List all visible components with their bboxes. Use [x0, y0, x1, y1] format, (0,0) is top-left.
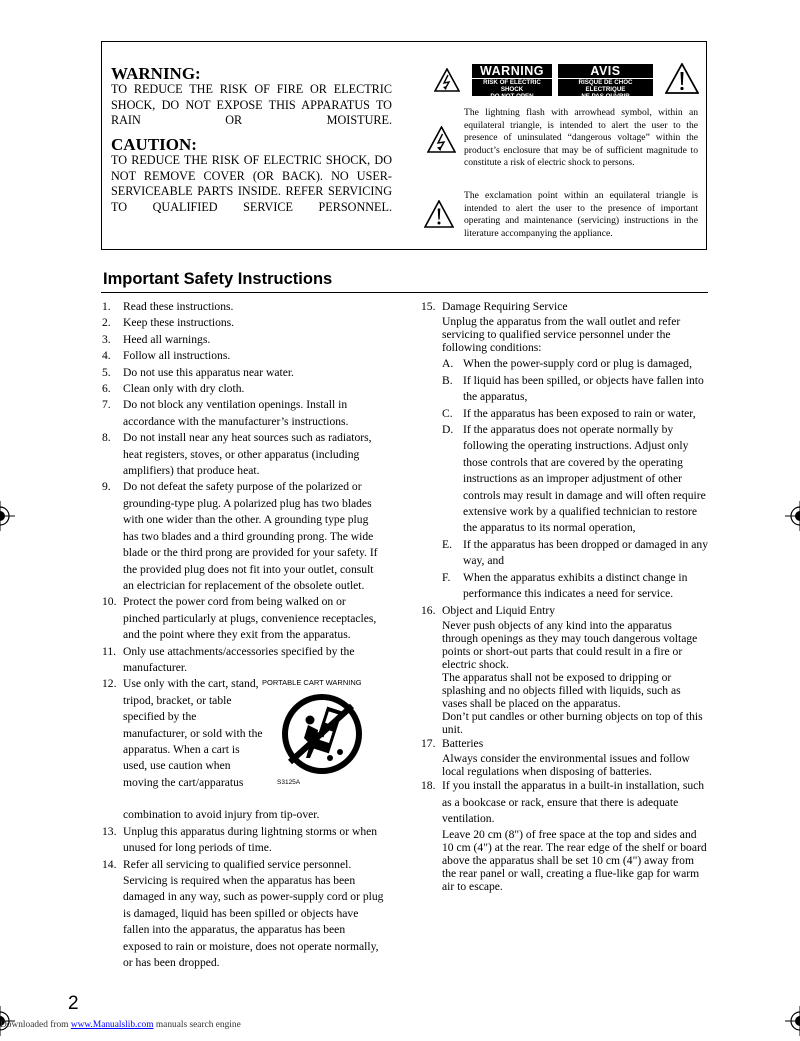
warning-label: WARNING RISK OF ELECTRIC SHOCK DO NOT OPEN — [472, 64, 552, 96]
list-item: 16. Object and Liquid Entry Never push objects of any kind into the apparatus through openings as they may touch dangerous voltage points or short-out parts that could result in a fire or electric shock. The apparatus shall not be exposed to dripping or splashing and no objects filled with liquids, such as vases shall be placed on the apparatus. Don’t put candles or other burning objects on top of this unit. — [421, 603, 708, 736]
list-item: 18. If you install the apparatus in a built-in installation, such as a bookcase or rack, ensure that there is adequate ventilation. Leave 20 cm (8") of free space at the top and sides and 10 cm (4") at the rear. The rear edge of the shelf or board above the apparatus shall be set 10 cm (4") away from the rear panel or wall, creating a flue-like gap for warm air to escape. — [421, 779, 707, 893]
portable-cart-warning-figure — [262, 676, 367, 796]
item-text: If the apparatus has been exposed to rain or water, — [463, 406, 696, 420]
item-text: Heed all warnings. — [123, 332, 211, 346]
item-text: Only use attachments/accessories specified by the manufacturer. — [123, 644, 355, 674]
list-item: 9. Do not defeat the safety purpose of the polarized or grounding-type plug. A polarized plug has two blades with one wider than the other. A grounding type plug has two blades and a third grounding prong. The wide blade or the third prong are provided for your safety. If the provided plug does not fit into your outlet, consult an electrician for replacement of the obsolete outlet. — [102, 480, 378, 592]
cart-code: S3125A — [277, 779, 301, 787]
registration-mark-icon — [785, 501, 800, 531]
item-heading: Object and Liquid Entry — [442, 603, 556, 617]
warning-box — [101, 41, 707, 250]
instruction-list — [102, 299, 384, 676]
sub-item: D. If the apparatus does not operate normally by following the operating instructions. Adjust only those controls that are covered by the operating instructions as an improper adjustment of other controls may result in damage and will often require extensive work by a qualified technician to restore the apparatus to its normal operation, — [442, 423, 706, 535]
caution-text: TO REDUCE THE RISK OF ELECTRIC SHOCK, DO NOT REMOVE COVER (OR BACK). NO USER-SERVICEABLE PARTS INSIDE. REFER SERVICING TO QUALIFIED SERVICE PERSONNEL. — [111, 153, 392, 214]
avis-label: AVIS RISQUE DE CHOC ELECTRIQUE NE PAS OUVRIR — [558, 64, 653, 96]
list-item: 11. Only use attachments/accessories specified by the manufacturer. — [102, 644, 355, 674]
list-item: 12. Use only with the cart, stand, tripod, bracket, or table specified by the manufacturer, or sold with the apparatus. When a cart is used, use caution when moving the cart/apparatus PORTABLE CART WARNING S3125A — [102, 676, 384, 814]
lightning-triangle-icon — [434, 68, 460, 92]
item-text: If you install the apparatus in a built-in installation, such as a bookcase or rack, ensure that there is adequate ventilation. — [442, 779, 705, 826]
warning-text: TO REDUCE THE RISK OF FIRE OR ELECTRIC SHOCK, DO NOT EXPOSE THIS APPARATUS TO RAIN OR MOISTURE. — [111, 82, 392, 128]
footer-link[interactable]: www.Manualslib.com — [70, 1020, 154, 1030]
item-text: Leave 20 cm (8") of free space at the top and sides and 10 cm (4") at the rear. The rear edge of the shelf or board above the apparatus shall be set 10 cm (4") away from the rear panel or wall, creating a flue-like gap for warm air to escape. — [442, 827, 707, 893]
section-title: Important Safety Instructions — [103, 270, 333, 288]
footer: Downloaded from www.Manualslib.com manuals search engine — [0, 1020, 241, 1030]
item-text: Clean only with dry cloth. — [123, 382, 245, 396]
sub-item: B. If liquid has been spilled, or objects have fallen into the apparatus, — [442, 373, 704, 404]
item-text: Read these instructions. — [123, 300, 234, 313]
right-column — [421, 299, 708, 893]
item-text: Always consider the environmental issues and follow local regulations when disposing of batteries. — [442, 752, 690, 779]
exclamation-description: The exclamation point within an equilateral triangle is intended to alert the user to the presence of important operating and maintenance (servicing) instructions in the literature accompanying the appliance. — [464, 190, 698, 239]
warning-title: WARNING: — [111, 64, 201, 83]
item-text: Do not defeat the safety purpose of the polarized or grounding-type plug. A polarized plug has two blades with one wider than the other. A grounding type plug has two blades and a third grounding prong. The wide blade or the third prong are provided for your safety. If the provided plug does not fit into your outlet, consult an electrician for replacement of the obsolete outlet. — [123, 480, 378, 592]
item-text: When the power-supply cord or plug is damaged, — [463, 357, 693, 371]
item-continuation: combination to avoid injury from tip-over. — [123, 808, 320, 822]
item-heading: Damage Requiring Service — [442, 300, 568, 313]
item-text: Unplug this apparatus during lightning storms or when unused for long periods of time. — [123, 824, 378, 855]
portable-cart-warning-icon — [280, 692, 364, 776]
list-item: 5. Do not use this apparatus near water. — [102, 365, 294, 379]
cart-caption: PORTABLE CART WARNING — [262, 678, 362, 688]
list-item: 14. Refer all servicing to qualified service personnel. Servicing is required when the apparatus has been damaged in any way, such as power-supply cord or plug is damaged, liquid has been spilled or objects have fallen into the apparatus, the apparatus has been exposed to rain or moisture, does not operate normally, or has been dropped. — [102, 857, 384, 969]
page-number: 2 — [68, 993, 79, 1014]
lightning-triangle-icon — [427, 126, 456, 153]
sub-item: A. When the power-supply cord or plug is damaged, — [442, 357, 693, 371]
exclamation-triangle-icon — [424, 200, 454, 228]
list-item: 3. Heed all warnings. — [102, 332, 211, 346]
item-text: Unplug the apparatus from the wall outlet and refer servicing to qualified service personnel under the following conditions: — [442, 315, 681, 355]
list-item: 10. Protect the power cord from being walked on or pinched particularly at plugs, convenience receptacles, and the point where they exit from the apparatus. — [102, 595, 377, 642]
item-text: Follow all instructions. — [123, 349, 231, 363]
section-divider — [101, 292, 708, 293]
list-item: 17. Batteries Always consider the environmental issues and follow local regulations when disposing of batteries. — [421, 736, 708, 778]
caution-title: CAUTION: — [111, 135, 197, 154]
item-text: If the apparatus has been dropped or damaged in any way, and — [463, 537, 708, 568]
item-text: When the apparatus exhibits a distinct change in performance this indicates a need for service. — [463, 570, 688, 601]
left-column — [102, 299, 384, 971]
item-text: Don’t put candles or other burning objects on top of this unit. — [442, 709, 703, 736]
item-text: If the apparatus does not operate normally by following the operating instructions. Adjust only those controls that are covered by the operating instructions as an improper adjustment of other controls may result in damage and will often require extensive work by a qualified technician to restore the apparatus to its normal operation, — [463, 423, 706, 535]
list-item: 7. Do not block any ventilation openings. Install in accordance with the manufacturer’s instructions. — [102, 398, 349, 428]
list-item: 2. Keep these instructions. — [102, 316, 235, 330]
item-text: Do not install near any heat sources such as radiators, heat registers, stoves, or other apparatus (including amplifiers) that produce heat. — [123, 431, 372, 478]
sub-item: F. When the apparatus exhibits a distinct change in performance this indicates a need for service. — [442, 570, 688, 601]
item-text: Never push objects of any kind into the apparatus through openings as they may touch dangerous voltage points or short-out parts that could result in a fire or electric shock. — [442, 618, 698, 671]
list-item: 1. Read these instructions. — [102, 300, 234, 313]
list-item: 13. Unplug this apparatus during lightning storms or when unused for long periods of time. — [102, 824, 378, 855]
list-item: 15. Damage Requiring Service Unplug the apparatus from the wall outlet and refer servicing to qualified service personnel under the following conditions: A. When the power-supply cord or plug is damaged, B. If liquid has been spilled, or objects have fallen into the apparatus, C. If the apparatus has been exposed to rain or water, D. If the apparatus does not operate normally by following the operating instructions. Adjust only those controls that are covered by the operating instructions as an improper adjustment of other controls may result in damage and will often require extensive work by a qualified technician to restore the apparatus to its normal operation, E. If the apparatus has been dropped or damaged in any way, and F. When the apparatus exhibits a distinct change in performance this indicates a need for service. — [421, 299, 708, 603]
item-text: Keep these instructions. — [123, 316, 235, 330]
instruction-list — [102, 824, 384, 972]
item-text: Do not block any ventilation openings. Install in accordance with the manufacturer’s instructions. — [123, 398, 349, 428]
list-item: 4. Follow all instructions. — [102, 349, 231, 363]
sub-list — [442, 356, 708, 602]
registration-mark-icon — [0, 501, 15, 531]
list-item: 8. Do not install near any heat sources such as radiators, heat registers, stoves, or other apparatus (including amplifiers) that produce heat. — [102, 431, 372, 478]
item-text: Protect the power cord from being walked on or pinched particularly at plugs, convenience receptacles, and the point where they exit from the apparatus. — [123, 595, 377, 642]
sub-item: E. If the apparatus has been dropped or damaged in any way, and — [442, 537, 708, 568]
lightning-description: The lightning flash with arrowhead symbol, within an equilateral triangle, is intended to alert the user to the presence of uninsulated “dangerous voltage” within the product’s enclosure that may be of sufficient magnitude to constitute a risk of electric shock to persons. — [464, 107, 698, 169]
sub-item: C. If the apparatus has been exposed to rain or water, — [442, 406, 696, 420]
item-heading: Batteries — [442, 736, 484, 750]
item-text: The apparatus shall not be exposed to dripping or splashing and no objects filled with liquids, such as vases shall be placed on the apparatus. — [442, 670, 681, 710]
item-text: Do not use this apparatus near water. — [123, 365, 294, 379]
item-text: If liquid has been spilled, or objects have fallen into the apparatus, — [463, 373, 704, 404]
exclamation-triangle-icon — [665, 63, 699, 94]
registration-mark-icon — [785, 1006, 800, 1036]
item-text: Use only with the cart, stand, tripod, bracket, or table specified by the manufacturer, or sold with the apparatus. When a cart is used, use caution when moving the cart/apparatus — [123, 677, 263, 789]
item-text: Refer all servicing to qualified service personnel. Servicing is required when the apparatus has been damaged in any way, such as power-supply cord or plug is damaged, liquid has been spilled or objects have fallen into the apparatus, the apparatus has been exposed to rain or moisture, does not operate normally, or has been dropped. — [123, 857, 384, 969]
list-item: 6. Clean only with dry cloth. — [102, 382, 245, 396]
